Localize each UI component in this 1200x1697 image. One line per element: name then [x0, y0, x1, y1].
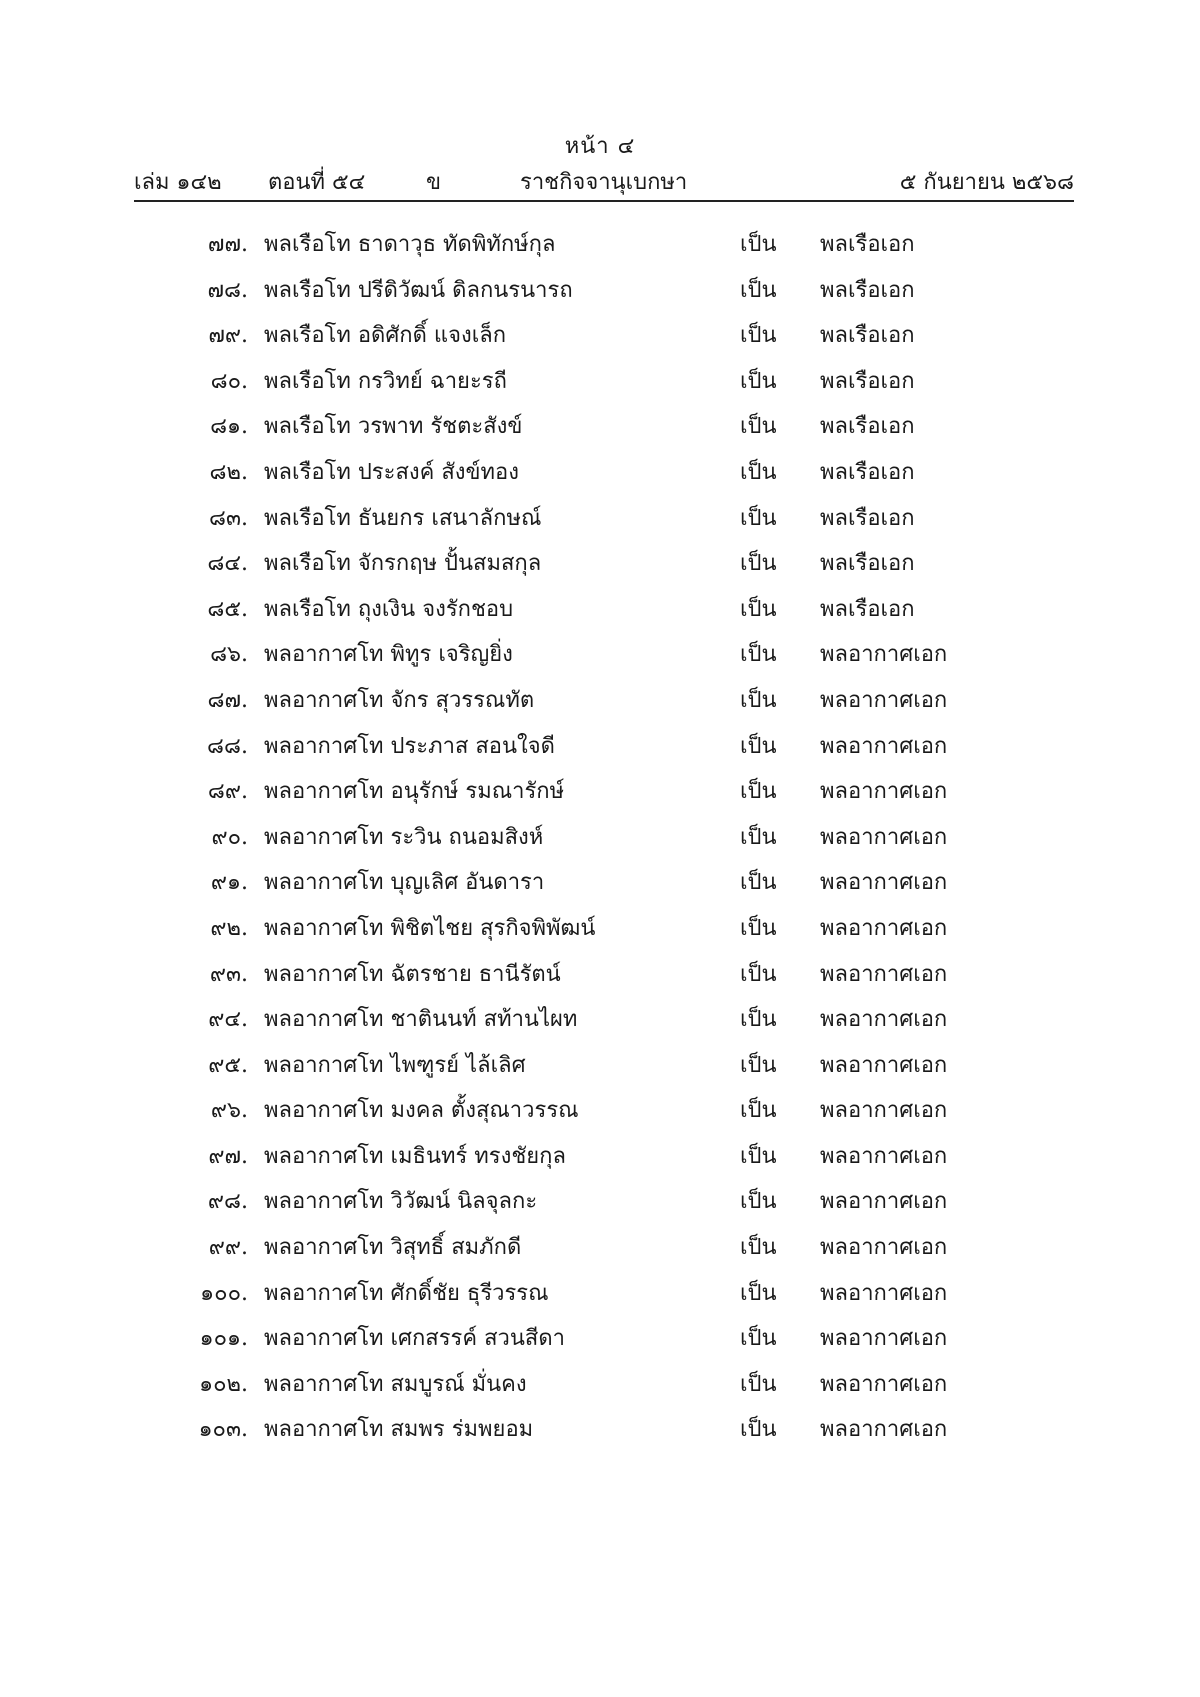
entry-name: พลอากาศโท วิสุทธิ์ สมภักดี — [264, 1235, 522, 1261]
entry-new-rank: พลอากาศเอก — [820, 642, 948, 668]
entry-name: พลอากาศโท มงคล ตั้งสุณาวรรณ — [264, 1098, 579, 1124]
entry-verb: เป็น — [740, 915, 777, 941]
entry-new-rank: พลเรือเอก — [820, 323, 915, 349]
header-gazette-title: ราชกิจจานุเบกษา — [520, 170, 688, 195]
entry-number: ๘๖. — [210, 642, 248, 668]
entry-verb: เป็น — [740, 687, 777, 713]
list-item — [0, 864, 1200, 910]
list-item — [0, 1411, 1200, 1457]
entry-name: พลเรือโท วรพาท รัชตะสังข์ — [264, 414, 523, 440]
entry-new-rank: พลเรือเอก — [820, 596, 915, 622]
entry-name: พลอากาศโท เศกสรรค์ สวนสีดา — [264, 1326, 565, 1352]
entry-verb: เป็น — [740, 642, 777, 668]
entry-verb: เป็น — [740, 596, 777, 622]
list-item — [0, 1138, 1200, 1184]
entry-name: พลเรือโท ถุงเงิน จงรักชอบ — [264, 596, 514, 622]
entry-new-rank: พลอากาศเอก — [820, 1052, 948, 1078]
list-item — [0, 728, 1200, 774]
entry-new-rank: พลอากาศเอก — [820, 1189, 948, 1215]
list-item — [0, 1047, 1200, 1093]
list-item — [0, 1320, 1200, 1366]
entry-new-rank: พลเรือเอก — [820, 505, 915, 531]
entry-number: ๘๒. — [209, 459, 248, 485]
entry-name: พลเรือโท ธันยกร เสนาลักษณ์ — [264, 505, 542, 531]
entry-verb: เป็น — [740, 459, 777, 485]
entry-number: ๘๐. — [210, 368, 248, 394]
entry-name: พลอากาศโท ชาตินนท์ สท้านไผท — [264, 1007, 578, 1033]
entry-verb: เป็น — [740, 733, 777, 759]
entry-verb: เป็น — [740, 870, 777, 896]
entry-verb: เป็น — [740, 277, 777, 303]
entry-name: พลอากาศโท พิชิตไชย สุรกิจพิพัฒน์ — [264, 915, 596, 941]
entry-verb: เป็น — [740, 551, 777, 577]
entry-name: พลอากาศโท สมพร ร่มพยอม — [264, 1417, 534, 1443]
entry-number: ๙๔. — [208, 1007, 248, 1033]
entry-number: ๑๐๑. — [199, 1326, 248, 1352]
entry-new-rank: พลเรือเอก — [820, 551, 915, 577]
entry-number: ๙๖. — [210, 1098, 248, 1124]
entry-new-rank: พลอากาศเอก — [820, 1143, 948, 1169]
entry-new-rank: พลอากาศเอก — [820, 1371, 948, 1397]
entry-number: ๘๑. — [210, 414, 248, 440]
entry-number: ๙๑. — [210, 870, 248, 896]
entry-verb: เป็น — [740, 1417, 777, 1443]
entry-verb: เป็น — [740, 505, 777, 531]
entry-number: ๑๐๓. — [198, 1417, 248, 1443]
list-item — [0, 317, 1200, 363]
list-item — [0, 636, 1200, 682]
entry-number: ๘๗. — [207, 687, 248, 713]
entry-new-rank: พลอากาศเอก — [820, 824, 948, 850]
entry-verb: เป็น — [740, 1007, 777, 1033]
entry-number: ๙๐. — [211, 824, 248, 850]
entry-name: พลอากาศโท บุญเลิศ อันดารา — [264, 870, 545, 896]
entry-verb: เป็น — [740, 1143, 777, 1169]
entry-new-rank: พลอากาศเอก — [820, 1098, 948, 1124]
entry-number: ๙๙. — [208, 1235, 248, 1261]
entry-name: พลอากาศโท สมบูรณ์ มั่นคง — [264, 1371, 527, 1397]
list-item — [0, 1229, 1200, 1275]
entry-number: ๗๘. — [207, 277, 248, 303]
entry-number: ๙๗. — [208, 1143, 248, 1169]
entry-name: พลอากาศโท พิทูร เจริญยิ่ง — [264, 642, 513, 668]
entry-new-rank: พลเรือเอก — [820, 277, 915, 303]
entry-verb: เป็น — [740, 1098, 777, 1124]
promotion-list — [0, 226, 1200, 1457]
list-item — [0, 1183, 1200, 1229]
entry-name: พลอากาศโท ประภาส สอนใจดี — [264, 733, 555, 759]
entry-verb: เป็น — [740, 1189, 777, 1215]
entry-number: ๗๙. — [208, 323, 248, 349]
entry-verb: เป็น — [740, 368, 777, 394]
list-item — [0, 363, 1200, 409]
list-item — [0, 819, 1200, 865]
entry-number: ๑๐๐. — [200, 1280, 248, 1306]
entry-number: ๘๕. — [207, 596, 248, 622]
list-item — [0, 1275, 1200, 1321]
entry-name: พลเรือโท กรวิทย์ ฉายะรถี — [264, 368, 507, 394]
entry-name: พลเรือโท จักรกฤษ ปั้นสมสกุล — [264, 551, 542, 577]
entry-name: พลอากาศโท ไพฑูรย์ ไล้เลิศ — [264, 1052, 526, 1078]
entry-new-rank: พลเรือเอก — [820, 232, 915, 257]
list-item — [0, 500, 1200, 546]
entry-verb: เป็น — [740, 1326, 777, 1352]
entry-verb: เป็น — [740, 323, 777, 349]
entry-verb: เป็น — [740, 824, 777, 850]
list-item — [0, 910, 1200, 956]
list-item — [0, 1366, 1200, 1412]
entry-name: พลเรือโท ปรีดิวัฒน์ ดิลกนรนารถ — [264, 277, 573, 303]
entry-name: พลเรือโท ธาดาวุธ ทัดพิทักษ์กุล — [264, 232, 556, 257]
entry-new-rank: พลเรือเอก — [820, 459, 915, 485]
header-issue: ตอนที่ ๕๔ — [268, 170, 366, 195]
entry-verb: เป็น — [740, 1371, 777, 1397]
list-item — [0, 682, 1200, 728]
list-item — [0, 226, 1200, 272]
page-number: หน้า ๔ — [564, 134, 636, 159]
entry-new-rank: พลอากาศเอก — [820, 1417, 948, 1443]
entry-number: ๙๒. — [210, 915, 248, 941]
entry-new-rank: พลเรือเอก — [820, 368, 915, 394]
header-section: ข — [426, 170, 442, 195]
entry-number: ๘๔. — [207, 551, 248, 577]
entry-name: พลอากาศโท ระวิน ถนอมสิงห์ — [264, 824, 544, 850]
entry-number: ๘๓. — [208, 505, 248, 531]
entry-number: ๑๐๒. — [199, 1371, 248, 1397]
list-item — [0, 1001, 1200, 1047]
list-item — [0, 1092, 1200, 1138]
entry-verb: เป็น — [740, 1052, 777, 1078]
entry-name: พลอากาศโท วิวัฒน์ นิลจุลกะ — [264, 1189, 538, 1215]
list-item — [0, 545, 1200, 591]
header-volume: เล่ม ๑๔๒ — [134, 170, 222, 195]
entry-number: ๗๗. — [207, 232, 248, 257]
entry-verb: เป็น — [740, 1280, 777, 1306]
entry-new-rank: พลอากาศเอก — [820, 1326, 948, 1352]
gazette-header — [134, 164, 1074, 202]
entry-verb: เป็น — [740, 414, 777, 440]
list-item — [0, 272, 1200, 318]
entry-verb: เป็น — [740, 779, 777, 805]
entry-number: ๙๘. — [207, 1189, 248, 1215]
entry-name: พลอากาศโท จักร สุวรรณทัต — [264, 687, 535, 713]
entry-new-rank: พลเรือเอก — [820, 414, 915, 440]
list-item — [0, 454, 1200, 500]
entry-name: พลอากาศโท อนุรักษ์ รมณารักษ์ — [264, 779, 565, 805]
entry-name: พลเรือโท อดิศักดิ์ แจงเล็ก — [264, 323, 507, 349]
entry-new-rank: พลอากาศเอก — [820, 1235, 948, 1261]
entry-name: พลเรือโท ประสงค์ สังข์ทอง — [264, 459, 519, 485]
list-item — [0, 591, 1200, 637]
entry-number: ๙๕. — [208, 1052, 248, 1078]
list-item — [0, 408, 1200, 454]
entry-new-rank: พลอากาศเอก — [820, 687, 948, 713]
entry-verb: เป็น — [740, 232, 777, 257]
entry-new-rank: พลอากาศเอก — [820, 915, 948, 941]
list-item — [0, 956, 1200, 1002]
entry-verb: เป็น — [740, 1235, 777, 1261]
entry-number: ๘๘. — [207, 733, 248, 759]
entry-new-rank: พลอากาศเอก — [820, 1007, 948, 1033]
entry-number: ๙๓. — [209, 961, 248, 987]
entry-new-rank: พลอากาศเอก — [820, 870, 948, 896]
entry-name: พลอากาศโท ฉัตรชาย ธานีรัตน์ — [264, 961, 561, 987]
entry-new-rank: พลอากาศเอก — [820, 1280, 948, 1306]
entry-new-rank: พลอากาศเอก — [820, 961, 948, 987]
entry-name: พลอากาศโท เมธินทร์ ทรงชัยกุล — [264, 1143, 566, 1169]
entry-new-rank: พลอากาศเอก — [820, 779, 948, 805]
entry-number: ๘๙. — [207, 779, 248, 805]
header-date: ๕ กันยายน ๒๕๖๘ — [899, 170, 1074, 195]
entry-new-rank: พลอากาศเอก — [820, 733, 948, 759]
entry-verb: เป็น — [740, 961, 777, 987]
list-item — [0, 773, 1200, 819]
entry-name: พลอากาศโท ศักดิ์ชัย ธุรีวรรณ — [264, 1280, 549, 1306]
